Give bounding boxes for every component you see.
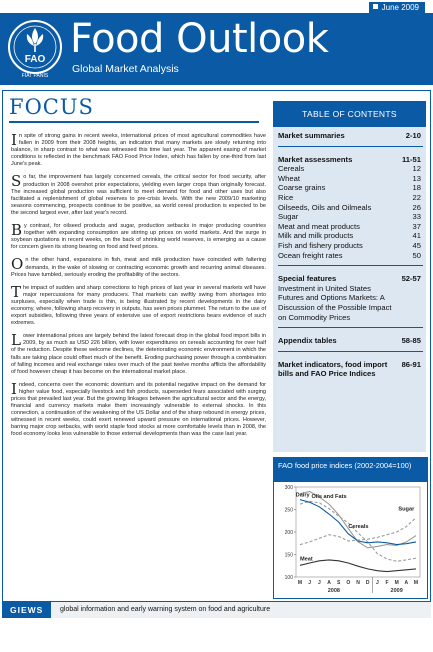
toc-entry[interactable] xyxy=(278,284,423,322)
y-tick-label: 250 xyxy=(284,507,293,514)
toc-entry[interactable] xyxy=(278,251,423,261)
series-label: Oils and Fats xyxy=(311,494,347,501)
x-tick-label: M xyxy=(394,580,399,586)
x-tick-label: S xyxy=(336,580,341,586)
toc-entry[interactable] xyxy=(278,193,423,203)
toc-entry-page: 41 xyxy=(412,231,421,241)
x-tick-label: O xyxy=(346,580,351,586)
x-tick-label: J xyxy=(317,580,321,586)
toc-entry-label: Sugar xyxy=(278,212,299,222)
square-icon xyxy=(373,4,378,9)
focus-paragraph xyxy=(11,174,266,217)
toc-entry-page: 2-10 xyxy=(405,131,421,140)
y-tick-label: 200 xyxy=(284,530,293,536)
toc-entry-page: 22 xyxy=(412,192,421,202)
paragraph-text: he impact of sudden and sharp corrections to high prices of last year in several markets will have major repercussions for many producers. That markets can swiftly swing from shortages into surpluses, especially when trade is thin, is being illustrated by recent developments in the dairy economy, where, following sharp recovery in outputs, has seen prices plummet. The return to the use of export subsidies, following three years of extensive use of export restrictions bears evidence of such extremes. xyxy=(11,284,266,327)
y-tick-label: 150 xyxy=(284,552,293,559)
logo-text: FAO xyxy=(24,54,46,65)
footer xyxy=(2,602,431,618)
toc-entry-label: Cereals xyxy=(278,164,305,174)
toc-entry-page: 26 xyxy=(412,202,421,212)
publication-subtitle: Global Market Analysis xyxy=(72,63,179,75)
chart-plot xyxy=(274,482,427,598)
drop-cap: I xyxy=(11,379,17,398)
content-frame xyxy=(2,90,431,602)
toc-entry-label: Meat and meat products xyxy=(278,221,360,231)
publication-title: Food Outlook xyxy=(70,16,329,62)
toc-heading: TABLE OF CONTENTS xyxy=(273,101,426,127)
toc-entry-page: 37 xyxy=(412,221,421,231)
table-of-contents xyxy=(273,101,426,452)
drop-cap: T xyxy=(11,282,22,301)
toc-entry-label: Milk and milk products xyxy=(278,231,354,241)
toc-entry[interactable] xyxy=(278,155,423,165)
paragraph-text: n spite of strong gains in recent weeks, international prices of most agricultural commodities have fallen in 2009 from their 2008 heights, an indication that many markets are slowly returning into balance, in sharp contrast to what was witnessed this time last year. The apparent easing of market conditions is reflected in the benchmark FAO Food Price Index, which has fallen by one-third from last June's peak. xyxy=(11,133,266,168)
toc-entry[interactable] xyxy=(278,231,423,241)
drop-cap: S xyxy=(11,172,22,191)
toc-entry[interactable] xyxy=(278,131,423,141)
drop-cap: O xyxy=(11,255,24,274)
toc-entry[interactable] xyxy=(278,164,423,174)
toc-entry[interactable] xyxy=(278,183,423,193)
year-label: 2008 xyxy=(327,588,340,594)
toc-entry-page: 52-57 xyxy=(401,274,421,284)
y-tick-label: 300 xyxy=(284,485,293,491)
date-strip xyxy=(0,0,433,13)
series-label: Meat xyxy=(300,556,313,563)
toc-entry[interactable] xyxy=(278,274,423,284)
paragraph-text: ower international prices are largely behind the latest forecast drop in the global food import bills in 2009, by as much as USD 226 billion, with lower expenditures on cereals accounting for over half of the reduction. Despite these welcome declines, the deteriorating economic environment in which the falls are taking place could offset much of the benefit. Eroding purchasing power through a combination of falling incomes and real exchange rates over much of the past twelve months afflicts the affordability of food however cheap it has become on the international market place. xyxy=(11,333,266,375)
plot-area xyxy=(296,487,420,577)
x-tick-label: J xyxy=(375,580,379,586)
x-tick-label: M xyxy=(297,580,303,586)
series-label: Dairy xyxy=(295,492,310,499)
fao-logo xyxy=(6,18,64,80)
toc-entry-label: Wheat xyxy=(278,173,300,183)
toc-divider xyxy=(278,265,423,266)
toc-entry-page: 18 xyxy=(412,183,421,193)
year-label: 2009 xyxy=(390,588,403,594)
toc-entry-label: Fish and fishery products xyxy=(278,240,363,250)
toc-entry[interactable] xyxy=(278,360,423,379)
focus-paragraph xyxy=(11,282,266,328)
focus-paragraph xyxy=(11,223,266,251)
issue-date xyxy=(369,2,425,13)
toc-entry-label: Special features xyxy=(278,274,337,284)
gews-badge: GIEWS xyxy=(2,602,51,618)
focus-paragraph xyxy=(11,133,266,168)
toc-entry-label: Coarse grains xyxy=(278,183,326,193)
y-tick-label: 100 xyxy=(284,575,293,581)
x-tick-label: N xyxy=(356,580,360,586)
toc-entry-page: 58-85 xyxy=(401,336,421,346)
x-tick-label: A xyxy=(404,580,409,586)
price-index-chart xyxy=(273,457,428,599)
issue-date-text: June 2009 xyxy=(381,3,419,12)
paragraph-text: n the other hand, expansions in fish, meat and milk production have coincided with faltering demands, in the wake of slowing or contracting economic growth and recurring animal diseases. Prices have tumbled, seriously eroding the profitability of the sectors. xyxy=(11,257,266,278)
x-tick-label: D xyxy=(365,580,370,586)
x-tick-label: M xyxy=(413,580,419,586)
toc-entry[interactable] xyxy=(278,203,423,213)
toc-divider xyxy=(278,327,423,328)
toc-entry-label: Market summaries xyxy=(278,131,345,140)
x-tick-label: J xyxy=(308,580,312,586)
drop-cap: L xyxy=(11,331,21,350)
focus-paragraph xyxy=(11,379,266,439)
footer-text: global information and early warning system on food and agriculture xyxy=(60,606,271,613)
toc-entry-page: 12 xyxy=(412,164,421,174)
toc-entry-page: 45 xyxy=(412,240,421,250)
toc-entry[interactable] xyxy=(278,241,423,251)
toc-entry-label: Rice xyxy=(278,192,294,202)
toc-entry-label: Investment in United States Futures and Options Markets: A Discussion of the Possible Impact on Commodity Prices xyxy=(278,283,392,322)
focus-column xyxy=(11,133,266,445)
drop-cap: I xyxy=(11,131,17,149)
toc-entry-page: 33 xyxy=(412,212,421,222)
paragraph-text: ndeed, concerns over the economic downturn and its potential negative impact on the demand for higher value food, especially livestock and fish products, superseded fears associated with surging prices that prevailed last year. But the growing linkages between the agricultural sector and the energy, financial and currency markets make them increasingly vulnerable to external shocks. In this connection, a continuation of the weakening of the US Dollar and of the sharp rebound in energy prices, witnessed in recent weeks, could exert renewed upward pressure on international prices. However, barring major crop setbacks, with world staple food stocks at more comfortable levels than in 2008, the food economy looks less vulnerable to those external developments than was the case last year. xyxy=(11,381,266,438)
toc-list xyxy=(278,131,423,379)
focus-paragraph xyxy=(11,333,266,376)
paragraph-text: o far, the improvement has largely concerned cereals, the critical sector for food security, after production in 2008 overshot prior expectations, yielding even larger crops than originally forecast. The increased global production was sufficient to meet demand for food and other uses but also facilitated a replenishment of global reserves to pre-crisis levels. With the new 2009/10 marketing seasons commencing, prospects continue to be positive, as world cereal production is expected to be the second largest ever, after last year's record. xyxy=(11,174,266,216)
toc-divider xyxy=(278,146,423,147)
logo-motto: FIAT PANIS xyxy=(21,73,49,79)
chart-title: FAO food price indices (2002-2004=100) xyxy=(274,458,427,482)
focus-divider xyxy=(9,121,259,123)
toc-entry-page: 50 xyxy=(412,250,421,260)
toc-entry-page: 11-51 xyxy=(401,154,421,164)
toc-entry[interactable] xyxy=(278,222,423,232)
x-tick-label: A xyxy=(327,580,331,586)
focus-paragraph xyxy=(11,257,266,278)
toc-entry-page: 13 xyxy=(412,173,421,183)
series-label: Sugar xyxy=(398,506,415,513)
paragraph-text: y contrast, for oilseed products and sugar, production setbacks in major producing countries together with expanding consumption are stirring up prices on world markets. And the surge in soybean quotations in recent weeks, on the back of shrinking world reserves, is emerging as a cause for concern given its strong bearing on food and feed prices. xyxy=(11,223,266,251)
toc-entry-label: Ocean freight rates xyxy=(278,250,343,260)
banner xyxy=(0,13,433,85)
x-tick-label: F xyxy=(385,580,389,586)
toc-entry-label: Appendix tables xyxy=(278,336,337,346)
toc-entry-label: Oilseeds, Oils and Oilmeals xyxy=(278,202,372,212)
toc-entry-page: 86-91 xyxy=(401,359,421,369)
toc-entry-label: Market indicators, food import bills and FAO Price Indices xyxy=(278,359,388,379)
drop-cap: B xyxy=(11,221,23,240)
toc-entry-label: Market assessments xyxy=(278,154,353,164)
toc-entry[interactable] xyxy=(278,336,423,346)
toc-entry[interactable] xyxy=(278,212,423,222)
toc-divider xyxy=(278,351,423,352)
focus-heading: FOCUS xyxy=(9,95,94,119)
series-label: Cereals xyxy=(348,523,369,530)
toc-entry[interactable] xyxy=(278,174,423,184)
